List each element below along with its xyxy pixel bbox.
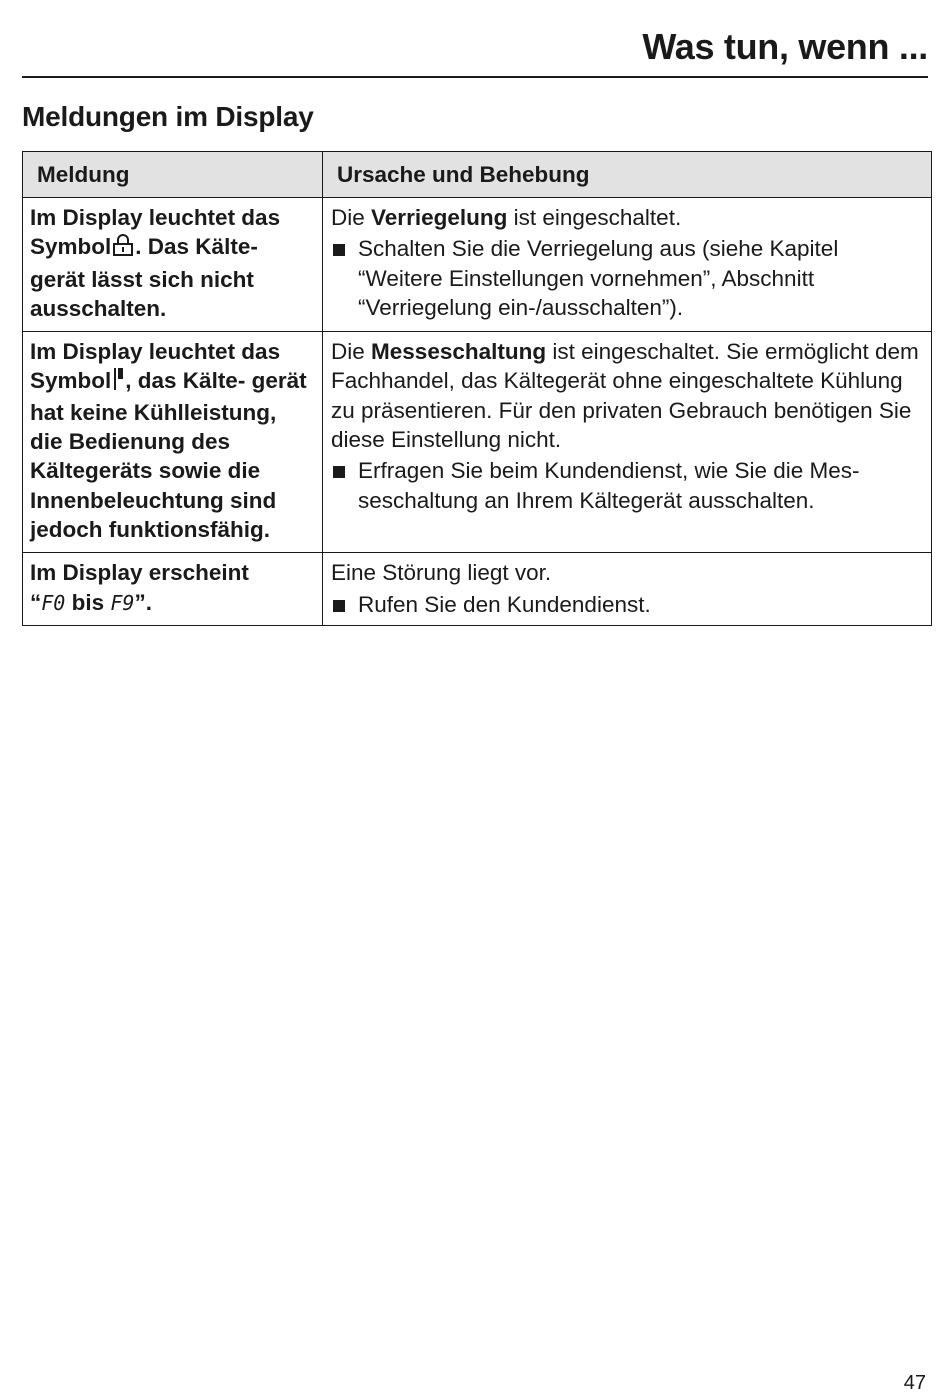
bullet-square-icon <box>331 234 358 263</box>
meldung-symbol-prefix: Symbol <box>30 234 112 260</box>
ursache-text <box>331 337 923 454</box>
bullet-item <box>331 234 923 322</box>
ursache-cell <box>323 198 932 332</box>
ursache-text: Eine Störung liegt vor. <box>331 560 552 586</box>
error-code-to: F9 <box>110 590 135 615</box>
meldung-cell <box>23 553 323 626</box>
quote-open: “ <box>30 589 42 615</box>
messages-table <box>22 151 932 626</box>
table-header-row <box>23 152 932 198</box>
section-title: Meldungen im Display <box>22 101 314 132</box>
meldung-code-range <box>30 588 314 618</box>
ursache-bold-term: Verriegelung <box>371 205 508 230</box>
quote-close: ”. <box>134 589 152 615</box>
bullet-text: Schalten Sie die Verriegelung aus (siehe Kapitel “Weitere Einstellungen vornehmen”, Abschnitt “Verriegelung ein-/ausschalten”). <box>358 236 839 320</box>
table-row <box>23 332 932 553</box>
meldung-after-symbol: , das Kälte- <box>125 368 246 394</box>
ursache-text <box>331 203 923 232</box>
ursache-suffix: ist eingeschaltet. <box>513 205 682 230</box>
meldung-text: Im Display leuchtet das <box>30 339 281 365</box>
meldung-rest: gerät lässt sich nicht ausschalten. <box>30 266 254 321</box>
ursache-prefix: Die <box>331 339 365 365</box>
column-header-ursache: Ursache und Behebung <box>323 152 932 198</box>
range-word: bis <box>71 589 105 615</box>
bullet-item <box>331 456 923 515</box>
bullet-text: Rufen Sie den Kundendienst. <box>358 591 651 617</box>
ursache-cell <box>323 332 932 553</box>
ursache-bold-term: Messeschaltung <box>371 339 547 365</box>
error-code-from: F0 <box>41 590 66 615</box>
ursache-prefix: Die <box>331 205 365 230</box>
table-row <box>23 198 932 332</box>
meldung-symbol-prefix: Symbol <box>30 368 112 394</box>
presentation-mode-icon <box>114 368 124 397</box>
page-number: 47 <box>903 1372 926 1394</box>
chapter-title: Was tun, wenn ... <box>642 26 928 67</box>
meldung-rest: gerät hat keine Kühlleistung, die Bedienung des Kältegeräts sowie die Innenbeleuchtung sind jedoch funktionsfähig. <box>30 368 307 542</box>
lock-icon <box>112 233 134 264</box>
ursache-suffix: ist eingeschaltet. Sie ermöglicht dem Fachhandel, das Kältegerät ohne eingeschaltete Kühlung zu präsentieren. Für den privaten Gebrauch benötigen Sie diese Einstellung nicht. <box>331 339 919 453</box>
meldung-text: Im Display leuchtet das <box>30 205 281 230</box>
ursache-cell <box>323 553 932 626</box>
bullet-text: Erfragen Sie beim Kundendienst, wie Sie die Messeschaltung an Ihrem Kältegerät ausschalten. <box>358 458 860 513</box>
bullet-square-icon <box>331 456 358 485</box>
header-rule <box>22 76 928 78</box>
meldung-cell <box>23 198 323 332</box>
table-row <box>23 553 932 626</box>
column-header-meldung: Meldung <box>23 152 323 198</box>
bullet-item <box>331 590 923 619</box>
meldung-cell <box>23 332 323 553</box>
bullet-square-icon <box>331 590 358 619</box>
meldung-after-symbol: . Das Kälte- <box>135 234 258 260</box>
meldung-text: Im Display erscheint <box>30 560 249 586</box>
